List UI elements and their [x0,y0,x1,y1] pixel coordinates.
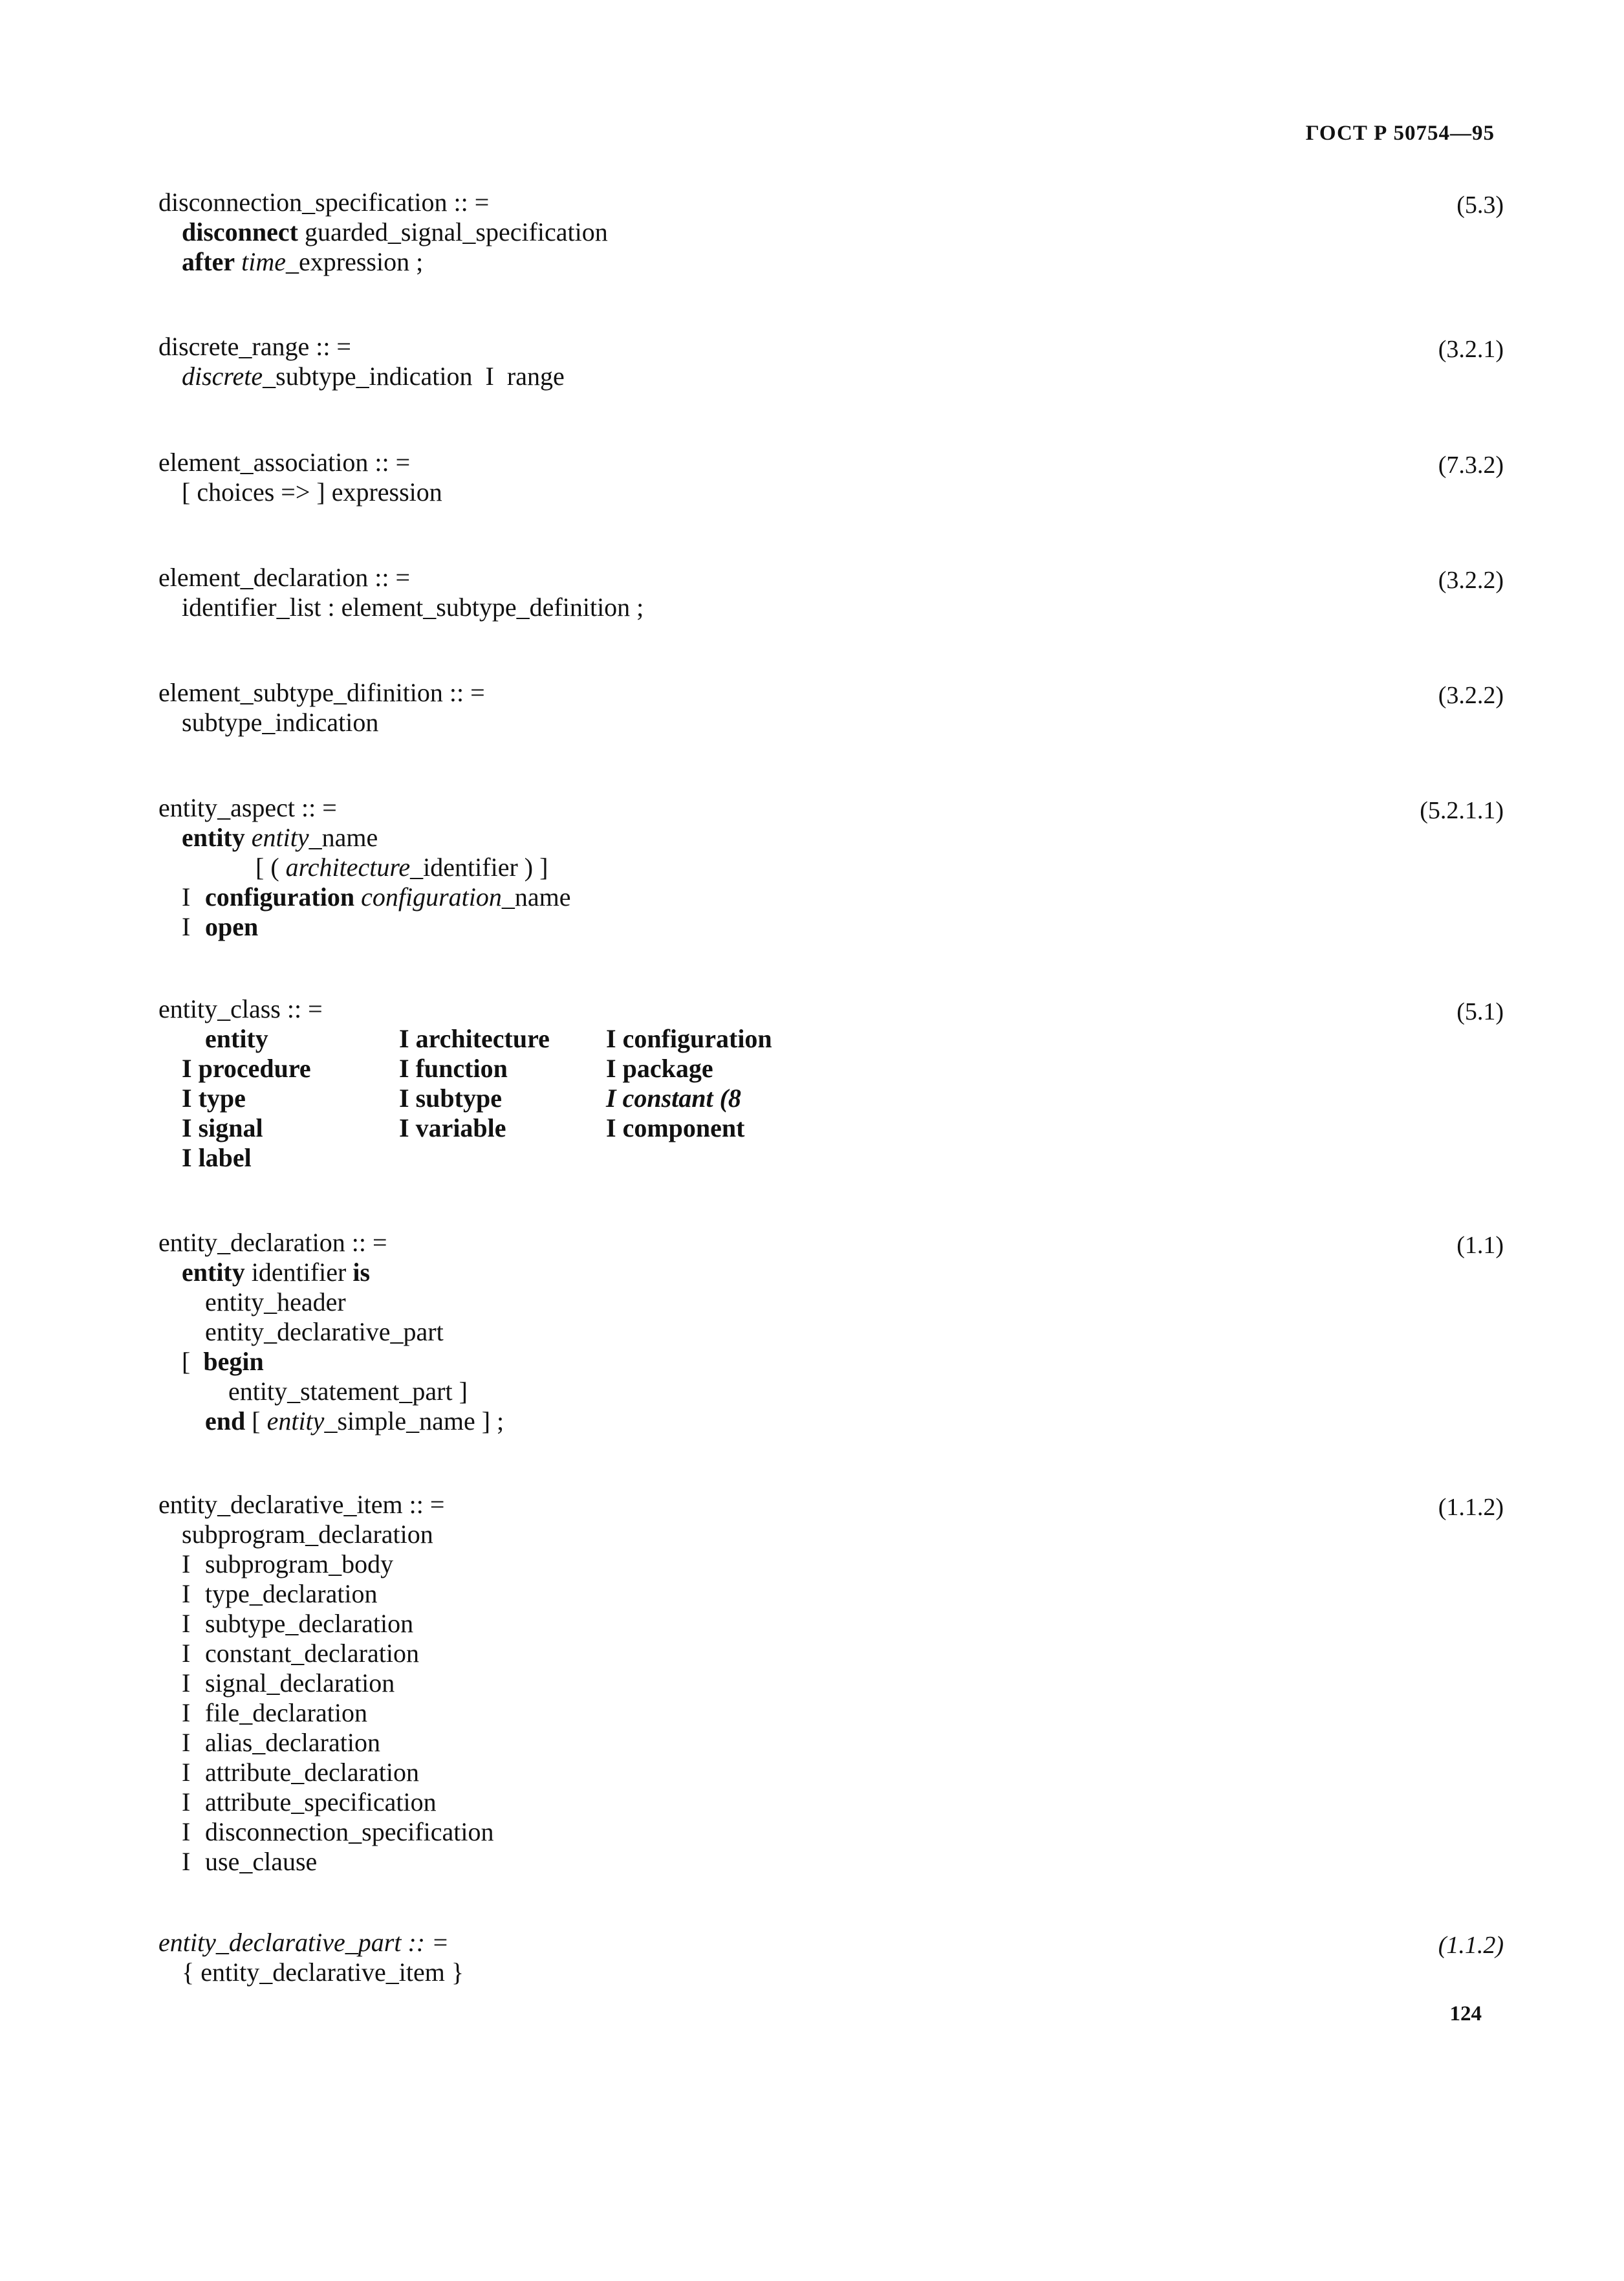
rule-head [158,1928,1504,1958]
table-cell: I variable [399,1113,506,1142]
rule-operator: :: = [374,448,411,477]
keyword: end [205,1406,246,1435]
rule-line [158,823,1504,853]
rule-name: entity_class [158,994,281,1023]
italic-prefix: configuration [361,882,502,911]
table-cell [399,1143,606,1173]
rule-head [158,188,1504,217]
rule-line [158,1758,1504,1787]
rule-line: { entity_declarative_item } [182,1958,464,1987]
table-cell: I procedure [182,1054,311,1083]
rule-name: entity_declaration [158,1228,345,1257]
rule-name: entity_declarative_item [158,1490,403,1519]
rule-line [158,1847,1504,1877]
rule-operator: :: = [374,563,411,592]
italic-prefix: time [241,247,287,276]
rule-text: attribute_specification [205,1787,437,1817]
page-header-standard: ГОСТ Р 50754—95 [1305,122,1495,145]
alternative-bar: I [182,1639,191,1668]
rule-text: identifier [251,1258,347,1287]
section-reference: (3.2.2) [1438,682,1504,709]
rule-line [158,1406,1504,1436]
rule-text: _expression ; [286,247,424,276]
italic-prefix: architecture [285,853,411,882]
rule-operator: :: = [409,1490,445,1519]
rule-operator: :: = [449,678,485,707]
rule-head [158,994,1504,1024]
table-cell: I component [606,1113,745,1142]
table-cell: I architecture [399,1024,550,1053]
rule-line [158,1347,1504,1377]
rule-entity-class [158,994,1504,1173]
section-reference: (3.2.2) [1438,567,1504,594]
rule-text: constant_declaration [205,1639,419,1668]
section-reference: (5.3) [1456,191,1504,219]
section-reference: (5.2.1.1) [1420,797,1504,824]
keyword: open [205,912,259,941]
rule-element-subtype-definition [158,678,1504,737]
rule-line: [ choices => ] expression [182,477,442,507]
rule-text: _identifier ) ] [410,853,548,882]
keyword: begin [203,1347,264,1376]
rule-line [158,912,1504,942]
table-cell [606,1143,772,1173]
rule-entity-aspect [158,793,1504,942]
rule-disconnection-specification [158,188,1504,277]
rule-head [158,678,1504,708]
rule-name: element_association [158,448,369,477]
rule-text: use_clause [205,1847,318,1876]
rule-text: type_declaration [205,1579,378,1608]
alternative-bar: I [182,1698,191,1727]
table-cell: I configuration [606,1024,772,1053]
table-cell: I package [606,1054,713,1083]
rule-element-declaration [158,563,1504,622]
rule-operator: :: = [301,793,337,822]
italic-prefix: entity [266,1406,325,1435]
alternative-bar: I [485,362,494,391]
alternative-bar: I [182,1549,191,1578]
rule-head [158,1228,1504,1258]
rule-text: guarded_signal_specification [305,217,608,246]
section-reference: (1.1.2) [1438,1494,1504,1521]
alternative-bar: I [182,1579,191,1608]
rule-text: range [506,362,565,391]
table-row [182,1143,772,1173]
alternative-bar: I [182,1668,191,1697]
rule-text: disconnection_specification [205,1817,494,1846]
table-cell: entity [205,1024,268,1053]
rule-text: signal_declaration [205,1668,395,1697]
rule-name: element_declaration [158,563,369,592]
rule-line [158,1579,1504,1609]
table-cell: I signal [182,1113,263,1142]
table-row [182,1054,772,1084]
rule-name: entity_declarative_part [158,1928,402,1957]
table-row [182,1024,772,1054]
rule-entity-declarative-item [158,1490,1504,1877]
rule-name: discrete_range [158,332,310,361]
table-row [182,1084,772,1113]
alternative-bar: I [182,1728,191,1757]
alternative-bar: I [182,1609,191,1638]
rule-operator: :: = [407,1928,449,1957]
rule-text: attribute_declaration [205,1758,419,1787]
rule-line [158,1668,1504,1698]
rule-line [158,1549,1504,1579]
table-cell: I subtype [399,1084,502,1113]
rule-element-association [158,448,1504,507]
rule-line [158,1609,1504,1639]
rule-line [158,362,1504,391]
keyword: disconnect [182,217,298,246]
rule-line [158,1728,1504,1758]
rule-text: [ [252,1406,261,1435]
rule-name: entity_aspect [158,793,296,822]
rule-line: entity_header [205,1287,346,1316]
section-reference: (5.1) [1456,998,1504,1025]
rule-text: subtype_declaration [205,1609,414,1638]
rule-text: alias_declaration [205,1728,380,1757]
table-cell: I label [182,1143,252,1172]
rule-head [158,1490,1504,1520]
keyword: entity [182,1258,245,1287]
rule-line [158,1787,1504,1817]
rule-name: element_subtype_difinition [158,678,443,707]
rule-text: _name [501,882,571,911]
page-number: 124 [1449,2002,1482,2025]
rule-line: identifier_list : element_subtype_definition ; [182,593,644,622]
table-cell: I constant (8 [606,1084,741,1113]
alternative-bar: I [182,1758,191,1787]
rule-operator: :: = [351,1228,387,1257]
rule-text: _name [309,823,378,852]
rule-text: [ ( [255,853,279,882]
section-reference: (1.1) [1456,1232,1504,1259]
rule-line [158,882,1504,912]
rule-line: entity_statement_part ] [228,1377,468,1406]
rule-head [158,448,1504,477]
rule-text: _simple_name ] ; [324,1406,504,1435]
rule-line: subtype_indication [182,708,379,737]
italic-prefix: entity [251,823,309,852]
alternative-bar: I [182,1787,191,1817]
rule-head [158,793,1504,823]
rule-name: disconnection_specification [158,188,448,217]
rule-text: [ [182,1347,191,1376]
alternative-bar: I [182,1817,191,1846]
rule-line [158,1817,1504,1847]
table-cell: I type [182,1084,246,1113]
rule-text: _subtype_indication [263,362,473,391]
rule-line [158,1639,1504,1668]
rule-line [158,247,1504,277]
keyword: after [182,247,235,276]
section-reference: (7.3.2) [1438,452,1504,479]
alternative-bar: I [182,912,191,941]
keyword: configuration [205,882,355,911]
rule-line [158,1698,1504,1728]
rule-head [158,563,1504,593]
rule-line [158,217,1504,247]
rule-text: file_declaration [205,1698,367,1727]
italic-prefix: discrete [182,362,263,391]
table-row [182,1113,772,1143]
rule-entity-declaration [158,1228,1504,1436]
section-reference: (3.2.1) [1438,336,1504,363]
rule-operator: :: = [316,332,351,361]
section-reference: (1.1.2) [1438,1932,1504,1959]
keyword: is [352,1258,371,1287]
table-cell: I function [399,1054,508,1083]
rule-operator: :: = [453,188,490,217]
rule-line [158,853,1504,882]
rule-line: subprogram_declaration [182,1520,433,1549]
rule-operator: :: = [287,994,323,1023]
alternative-bar: I [182,1847,191,1876]
rule-entity-declarative-part [158,1928,1504,1987]
keyword: entity [182,823,245,852]
rule-line: entity_declarative_part [205,1317,444,1346]
rule-discrete-range [158,332,1504,391]
rule-line [158,1258,1504,1287]
rule-text: subprogram_body [205,1549,394,1578]
alternative-bar: I [182,882,191,911]
rule-head [158,332,1504,362]
entity-class-table [182,1024,772,1173]
